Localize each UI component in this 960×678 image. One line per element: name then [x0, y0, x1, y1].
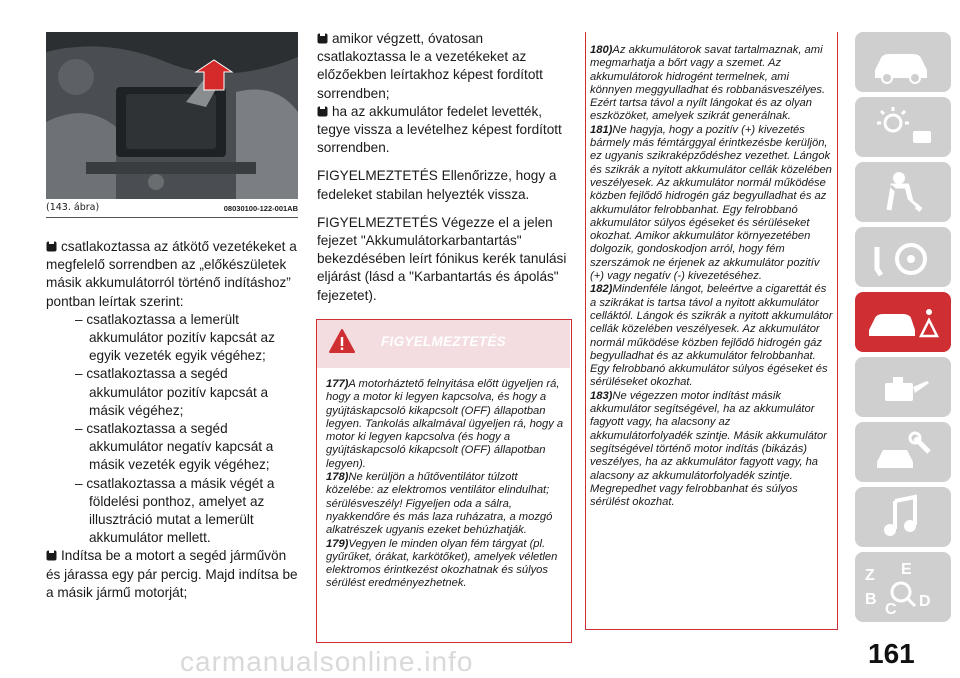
column-2	[317, 30, 575, 305]
warning-item: 180)Az akkumulátorok savat tartalmaznak, ami megmarhatja a bőrt vagy a szemet. Az akkumulátorok hidrogént termelnek, ami könnyen meggyulladhat és robbanásveszélyes. Ezért tartsa távol a nyílt lángokat és az olyan eszközöket, amelyek szikrát generálnak.	[590, 44, 826, 123]
bullet-paragraph-2: Indítsa be a motort a segéd járművön és járassa egy pár percig. Majd indítsa be a másik jármű motorját;	[46, 548, 298, 600]
warning-item: 179)Vegyen le minden olyan fém tárgyat (pl. gyűrűket, órákat, karkötőket), amelyek véletlen elektromos érintkezést okozhatnak és súlyos sérülést eredményezhetnek.	[326, 537, 558, 590]
chapter-tab-emergency[interactable]	[855, 292, 951, 352]
bullet-paragraph-4: ha az akkumulátor fedelet levették, tegye vissza a levételhez képest fordított sorrendben.	[317, 103, 562, 156]
list-item: – csatlakoztassa a segéd akkumulátor pozitív kapcsát a másik végéhez;	[75, 366, 269, 418]
key-steering-icon	[855, 227, 951, 287]
warning-item: 177)A motorháztető felnyitása előtt ügyeljen rá, hogy a motor ki legyen kapcsolva, és hogy a gyújtáskapcsoló kikapcsolt (OFF) állapotban legyen. Tankolás alkalmával ügyeljen rá, hogy a motor ki legyen kapcsolva (és hogy a gyújtáskapcsoló kikapcsolt (OFF) állapotban legyen).	[326, 378, 564, 470]
chapter-tab-car[interactable]	[855, 32, 951, 92]
warning-item: 183)Ne végezzen motor indítást másik akkumulátor segítségével, ha az akkumulátor fagyott vagy, ha alacsony az akkumulátorfolyadék szintje. Másik akkumulátor segítségével történő motor indítás (bikázás) veszélyes, ha az akkumulátor fagyott vagy, ha alacsony az akkumulátorfolyadék szintje. Megrepedhet vagy felrobbanhat és súlyos sérülést okozhat.	[590, 389, 827, 509]
emergency-car-icon	[855, 292, 951, 352]
chapter-tab-start[interactable]	[855, 227, 951, 287]
warning-item: 182)Mindenféle lángot, beleértve a cigarettát és a szikrákat is tartsa távol a nyitott akkumulátor celláktól. Lángok és szikrák a nyitott akkumulátor cellák közelében veszélyesek. Az akkumulátor normál működése közben fejlődő hidrogén gáz begyulladhat és az akkumulátor felrobbanhat. Egy felrobbanó akkumulátor súlyos égéseket és sérüléseket okozhat.	[590, 283, 833, 389]
oil-can-icon	[855, 357, 951, 417]
warning-title: FIGYELMEZTETÉS	[381, 334, 506, 349]
chapter-tab-maintenance[interactable]	[855, 357, 951, 417]
chapter-tab-index[interactable]	[855, 552, 951, 622]
watermark: carmanualsonline.info	[180, 646, 474, 677]
chapter-tab-multimedia[interactable]	[855, 487, 951, 547]
svg-text:B: B	[865, 591, 877, 608]
bullet-paragraph-3: amikor végzett, óvatosan csatlakoztassa le a vezetékeket az előzőekben leírtakhoz képest fordított sorrendben;	[317, 31, 543, 101]
figure-code: 08030100-122-001AB	[223, 204, 298, 213]
warning-header	[317, 320, 570, 368]
warning-item: 178)Ne kerüljön a hűtőventilátor túlzott közelébe: az elektromos ventilátor elindulhat; sérülésveszély! Figyeljen oda a sálra, nyakkendőre és más laza ruházatra, a mozgó alkatrészek ugyanis ezeket behúzhatják.	[326, 471, 553, 537]
alphabet-index-icon	[855, 552, 951, 622]
caption-divider	[46, 217, 298, 218]
warning-items-left	[326, 378, 566, 591]
engine-bay-photo	[46, 32, 298, 199]
warning-item: 181)Ne hagyja, hogy a pozitív (+) kivezetés bármely más fémtárggyal érintkezésbe kerüljön, ez ugyanis szikraképződéshez vezethet. Lángok és szikrák a nyitott akkumulátor cellák közelében veszélyesek. Az akkumulátor normál működése közben fejlődő hidrogén gáz begyulladhat és az akkumulátor felrobbanhat. Egy felrobbanó akkumulátor súlyos égéseket és sérüléseket okozhat. Amikor akkumulátor környezetében dolgozik, gondoskodjon arról, hogy fém szerszámok ne érjenek az akkumulátor pozitív (+) vagy negatív (-) kivezetéséhez.	[590, 123, 832, 283]
music-note-icon	[855, 487, 951, 547]
seatbelt-icon	[855, 162, 951, 222]
warning-paragraph-1: FIGYELMEZTETÉS Ellenőrizze, hogy a fedeleket stabilan helyezték vissza.	[317, 168, 557, 202]
figure-caption	[46, 202, 298, 216]
list-item: – csatlakoztassa a másik végét a földelési ponthoz, amelyet az illusztráció mutat a lemerült akkumulátor mellett.	[75, 475, 275, 546]
warning-paragraph-2: FIGYELMEZTETÉS Végezze el a jelen fejezet "Akkumulátorkarbantartás" bekezdésében leírt fónikus kerék tanulási eljárást (lásd a "Karbantartás és ápolás" fejezetet).	[317, 214, 567, 303]
car-icon	[855, 32, 951, 92]
svg-text:C: C	[885, 601, 897, 618]
bullet-box-icon	[46, 550, 58, 561]
list-item: – csatlakoztassa a segéd akkumulátor negatív kapcsát a másik vezeték egyik végéhez;	[75, 421, 274, 473]
chapter-tab-lights[interactable]	[855, 97, 951, 157]
wrench-car-icon	[855, 422, 951, 482]
bullet-box-icon	[46, 241, 58, 252]
bullet-paragraph-1: csatlakoztassa az átkötő vezetékeket a megfelelő sorrendben az „előkészületek másik akkumulátorról történő indításhoz” pontban leírtak szerint:	[46, 239, 297, 309]
column-1	[46, 238, 302, 602]
chapter-tab-safety[interactable]	[855, 162, 951, 222]
figure-number: (143. ábra)	[46, 202, 100, 213]
page-number: 161	[868, 638, 915, 669]
list-item: – csatlakoztassa a lemerült akkumulátor pozitív kapcsát az egyik vezeték egyik végéhez;	[75, 311, 275, 364]
chapter-tab-specs[interactable]	[855, 422, 951, 482]
dash-list	[46, 311, 302, 548]
svg-text:D: D	[919, 593, 931, 610]
svg-text:Z: Z	[865, 567, 875, 584]
svg-text:E: E	[901, 561, 912, 578]
dashboard-lights-icon	[855, 97, 951, 157]
warning-triangle-icon	[329, 329, 355, 353]
bullet-box-icon	[317, 106, 329, 117]
warning-items-right	[590, 44, 834, 509]
bullet-box-icon	[317, 33, 329, 44]
